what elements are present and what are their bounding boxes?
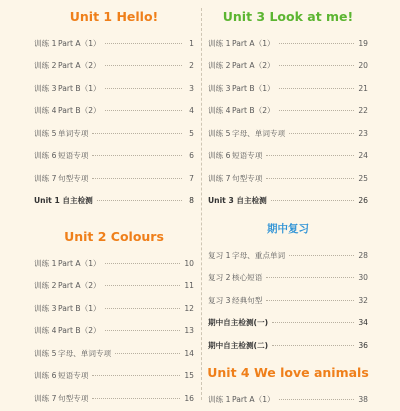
toc-entry-test[interactable]	[208, 190, 368, 213]
entry-prefix: 训练 2	[34, 280, 58, 291]
entry-page: 15	[184, 371, 194, 380]
unit4-heading: Unit 4 We love animals	[208, 357, 368, 389]
dot-leader	[92, 375, 180, 376]
dot-leader	[279, 88, 355, 89]
dot-leader	[105, 88, 182, 89]
entry-page: 11	[184, 281, 194, 290]
entry-title: 期中自主检测(二)	[208, 340, 268, 351]
entry-prefix: 训练 7	[34, 393, 58, 404]
dot-leader	[271, 200, 355, 201]
entry-title: Part A（1）	[58, 258, 101, 269]
entry-page: 32	[358, 296, 368, 305]
entry-title: 字母、单词专项	[58, 348, 111, 359]
entry-title: 句型专项	[58, 173, 88, 184]
toc-entry[interactable]	[34, 32, 194, 55]
dot-leader	[279, 65, 355, 66]
toc-entry[interactable]	[208, 32, 368, 55]
entry-title: Part A（1）	[232, 394, 275, 405]
entry-page: 34	[358, 318, 368, 327]
entry-title: Part A（1）	[232, 38, 275, 49]
dot-leader	[115, 353, 180, 354]
toc-entry[interactable]	[208, 244, 368, 267]
entry-prefix: 训练 2	[34, 60, 58, 71]
entry-page: 24	[358, 151, 368, 160]
entry-page: 20	[358, 61, 368, 70]
entry-title: 句型专项	[232, 173, 262, 184]
entry-page: 22	[358, 106, 368, 115]
dot-leader	[279, 43, 355, 44]
dot-leader	[105, 65, 182, 66]
dot-leader	[289, 255, 354, 256]
entry-prefix: 训练 3	[208, 83, 232, 94]
toc-entry[interactable]	[34, 122, 194, 145]
entry-prefix: 训练 7	[208, 173, 232, 184]
dot-leader	[92, 133, 182, 134]
entry-prefix: 训练 3	[34, 303, 58, 314]
entry-page: 30	[358, 273, 368, 282]
dot-leader	[105, 285, 181, 286]
unit2-heading: Unit 2 Colours	[34, 220, 194, 252]
entry-page: 12	[184, 304, 194, 313]
entry-prefix: 训练 7	[34, 173, 58, 184]
entry-title: Part A（1）	[58, 38, 101, 49]
toc-entry[interactable]	[34, 55, 194, 78]
entry-page: 16	[184, 394, 194, 403]
right-column	[208, 0, 368, 411]
dot-leader	[105, 263, 181, 264]
entry-prefix: 训练 1	[34, 258, 58, 269]
dot-leader	[279, 110, 355, 111]
dot-leader	[105, 308, 181, 309]
entry-title: 短语专项	[58, 370, 88, 381]
entry-prefix: 训练 1	[208, 394, 232, 405]
entry-page: 23	[358, 129, 368, 138]
entry-title: 核心短语	[232, 272, 262, 283]
entry-prefix: 复习 2	[208, 272, 232, 283]
entry-title: Part A（2）	[58, 280, 101, 291]
entry-page: 5	[186, 129, 194, 138]
column-divider	[201, 8, 202, 400]
toc-entry[interactable]	[208, 267, 368, 290]
dot-leader	[92, 398, 180, 399]
toc-entry[interactable]	[34, 252, 194, 275]
entry-title: 经典句型	[232, 295, 262, 306]
entry-prefix: 训练 1	[208, 38, 232, 49]
left-column	[34, 0, 194, 410]
dot-leader	[97, 200, 182, 201]
entry-prefix: 训练 4	[34, 325, 58, 336]
entry-page: 26	[358, 196, 368, 205]
dot-leader	[105, 43, 182, 44]
entry-prefix: 训练 3	[34, 83, 58, 94]
toc-entry[interactable]	[208, 289, 368, 312]
toc-entry[interactable]	[34, 387, 194, 410]
dot-leader	[92, 155, 182, 156]
entry-prefix: 训练 4	[208, 105, 232, 116]
toc-entry-test[interactable]	[208, 334, 368, 357]
dot-leader	[92, 178, 182, 179]
entry-prefix: 训练 2	[208, 60, 232, 71]
entry-prefix: 训练 4	[34, 105, 58, 116]
entry-page: 1	[186, 39, 194, 48]
toc-entry[interactable]	[208, 122, 368, 145]
entry-page: 3	[186, 84, 194, 93]
entry-page: 10	[184, 259, 194, 268]
entry-prefix: 训练 5	[208, 128, 232, 139]
entry-title: Part A（2）	[232, 60, 275, 71]
toc-entry[interactable]	[34, 365, 194, 388]
dot-leader	[266, 300, 354, 301]
entry-title: Part B（1）	[232, 83, 275, 94]
toc-entry[interactable]	[208, 167, 368, 190]
entry-page: 2	[186, 61, 194, 70]
unit3-heading: Unit 3 Look at me!	[208, 0, 368, 32]
dot-leader	[266, 155, 354, 156]
toc-entry[interactable]	[34, 167, 194, 190]
midterm-heading: 期中复习	[208, 212, 368, 244]
toc-entry[interactable]	[34, 297, 194, 320]
toc-entry[interactable]	[34, 320, 194, 343]
toc-entry-test[interactable]	[208, 312, 368, 335]
entry-title: 单词专项	[58, 128, 88, 139]
entry-title: Part B（2）	[232, 105, 275, 116]
entry-title: Part A（2）	[58, 60, 101, 71]
toc-entry[interactable]	[34, 77, 194, 100]
entry-page: 14	[184, 349, 194, 358]
entry-prefix: 训练 6	[34, 370, 58, 381]
entry-title: 字母、重点单词	[232, 250, 285, 261]
entry-page: 25	[358, 174, 368, 183]
entry-page: 36	[358, 341, 368, 350]
entry-prefix: 训练 5	[34, 128, 58, 139]
entry-page: 7	[186, 174, 194, 183]
entry-title: Unit 1 自主检测	[34, 195, 93, 206]
entry-page: 13	[184, 326, 194, 335]
toc-entry-test[interactable]	[34, 190, 194, 213]
toc-entry[interactable]	[34, 100, 194, 123]
entry-page: 38	[358, 395, 368, 404]
entry-title: 短语专项	[58, 150, 88, 161]
unit1-heading: Unit 1 Hello!	[34, 0, 194, 32]
entry-title: Part B（2）	[58, 105, 101, 116]
entry-title: Part B（1）	[58, 303, 101, 314]
toc-entry[interactable]	[208, 145, 368, 168]
dot-leader	[266, 277, 354, 278]
dot-leader	[105, 110, 182, 111]
dot-leader	[105, 330, 181, 331]
entry-page: 19	[358, 39, 368, 48]
entry-title: 短语专项	[232, 150, 262, 161]
entry-title: Part B（1）	[58, 83, 101, 94]
entry-title: Unit 3 自主检测	[208, 195, 267, 206]
entry-prefix: 复习 3	[208, 295, 232, 306]
dot-leader	[289, 133, 354, 134]
entry-page: 28	[358, 251, 368, 260]
entry-prefix: 训练 6	[34, 150, 58, 161]
entry-prefix: 训练 1	[34, 38, 58, 49]
dot-leader	[266, 178, 354, 179]
entry-page: 8	[186, 196, 194, 205]
toc-entry[interactable]	[34, 145, 194, 168]
toc-entry[interactable]	[208, 100, 368, 123]
entry-title: Part B（2）	[58, 325, 101, 336]
toc-entry[interactable]	[34, 342, 194, 365]
entry-title: 期中自主检测(一)	[208, 317, 268, 328]
dot-leader	[272, 345, 354, 346]
entry-page: 21	[358, 84, 368, 93]
entry-title: 句型专项	[58, 393, 88, 404]
entry-title: 字母、单词专项	[232, 128, 285, 139]
entry-page: 4	[186, 106, 194, 115]
dot-leader	[272, 322, 354, 323]
entry-prefix: 训练 6	[208, 150, 232, 161]
entry-prefix: 复习 1	[208, 250, 232, 261]
toc-entry[interactable]	[208, 55, 368, 78]
toc-entry[interactable]	[208, 77, 368, 100]
entry-prefix: 训练 5	[34, 348, 58, 359]
toc-entry[interactable]	[34, 275, 194, 298]
entry-page: 6	[186, 151, 194, 160]
